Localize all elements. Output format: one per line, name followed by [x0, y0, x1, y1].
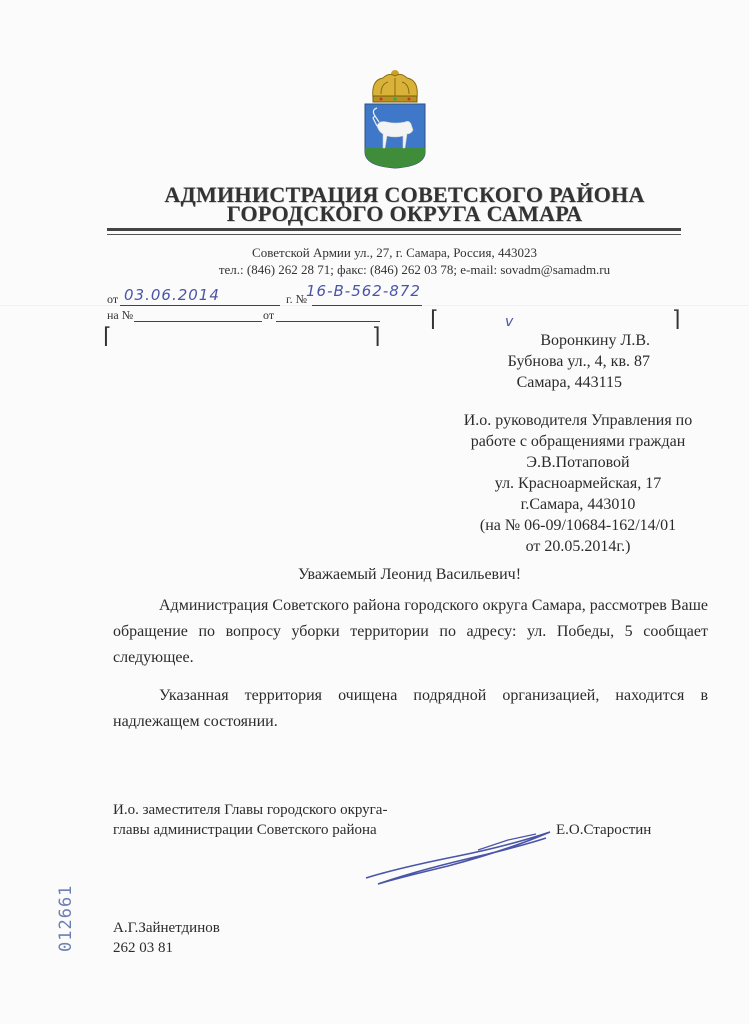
samara-coat-of-arms-icon — [361, 64, 429, 170]
stamp-number: 012661 — [56, 884, 76, 952]
reply-from-label: от — [263, 308, 275, 322]
crown-icon — [373, 70, 418, 102]
copy-to-line: от 20.05.2014г.) — [525, 538, 631, 555]
handwritten-number: 16-В-562-872 — [306, 282, 421, 300]
org-address: Советской Армии ул., 27, г. Самара, Россия, 443023 — [252, 245, 537, 260]
header-rule-thick — [107, 228, 681, 231]
signatory-title-line: главы администрации Советского района — [113, 822, 377, 838]
copy-to-line: работе с обращениями граждан — [470, 433, 686, 450]
bracket-left-open: ⌈ — [103, 324, 112, 349]
executor-phone: 262 03 81 — [113, 940, 173, 956]
handwritten-date: 03.06.2014 — [124, 286, 220, 304]
body-paragraph-2: Указанная территория очищена подрядной организацией, находится в надлежащем состоянии. — [113, 687, 708, 730]
org-contacts: тел.: (846) 262 28 71; факс: (846) 262 03 78; e-mail: sovadm@samadm.ru — [218, 262, 611, 277]
bracket-right-open: ⌈ — [430, 307, 439, 332]
copy-to-line: Э.В.Потаповой — [526, 454, 630, 471]
date-underline — [120, 305, 280, 306]
reply-underline — [134, 321, 262, 322]
signatory-title — [113, 800, 387, 840]
signatory-name: Е.О.Старостин — [556, 822, 652, 838]
executor-block — [113, 918, 220, 958]
check-mark: v — [505, 314, 515, 330]
recipient-block — [508, 330, 650, 393]
handwritten-signature — [358, 820, 558, 890]
copy-to-block — [438, 410, 718, 557]
signatory-title-line: И.о. заместителя Главы городского округа- — [113, 802, 388, 818]
recipient-line: Воронкину Л.В. — [540, 332, 650, 349]
bracket-right-close: ⌉ — [672, 307, 681, 332]
header-rule-thin — [107, 234, 681, 235]
recipient-line: Самара, 443115 — [516, 374, 622, 391]
from-label: от — [107, 292, 119, 306]
number-underline — [312, 305, 422, 306]
reply-from-underline — [276, 321, 380, 322]
org-name-line2: ГОРОДСКОГО ОКРУГА САМАРА — [226, 201, 583, 226]
org-name-line1: АДМИНИСТРАЦИЯ СОВЕТСКОГО РАЙОНА — [164, 182, 645, 207]
number-label: г. № — [286, 292, 308, 306]
body-paragraph-1: Администрация Советского района городского округа Самара, рассмотрев Ваше обращение по вопросу уборки территории по адресу: ул. Победы, 5 сообщает следующее. — [113, 597, 708, 666]
registration-stamp — [56, 872, 82, 952]
copy-to-line: ул. Красноармейская, 17 — [494, 475, 662, 492]
executor-name: А.Г.Зайнетдинов — [113, 920, 220, 936]
bracket-left-close: ⌉ — [372, 324, 381, 349]
copy-to-line: г.Самара, 443010 — [520, 496, 636, 513]
recipient-line: Бубнова ул., 4, кв. 87 — [507, 353, 650, 370]
greeting: Уважаемый Леонид Васильевич! — [297, 566, 522, 583]
copy-to-line: (на № 06-09/10684-162/14/01 — [479, 517, 677, 534]
reply-label: на № — [107, 308, 134, 322]
copy-to-line: И.о. руководителя Управления по — [463, 412, 693, 429]
